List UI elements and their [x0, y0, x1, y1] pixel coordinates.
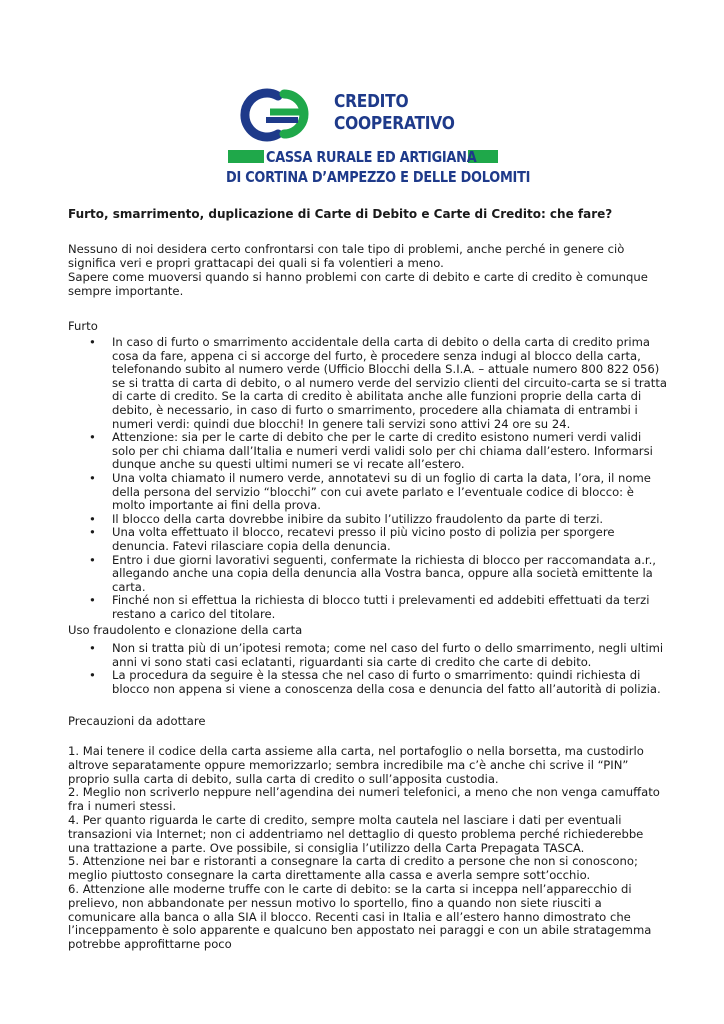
- list-item: • Una volta chiamato il numero verde, annotatevi su di un foglio di carta la data, l’ora, il nome della persona del servizio “blocchi” con cui avete parlato e l’eventuale codice di blocco: è molto importante ai fini della prova.: [89, 470, 651, 513]
- list-item: 5. Attenzione nei bar e ristoranti a consegnare la carta di credito a persone che non si conoscono; meglio piuttosto consegnare la carta direttamente alla cassa e averla sempre sott’occhio.: [68, 854, 638, 883]
- intro-paragraph-2: Sapere come muoversi quando si hanno problemi con carte di debito e carte di credito è comunque sempre importante.: [68, 270, 648, 298]
- uso-fraudolento-list: [68, 642, 668, 696]
- bullet-icon: •: [89, 525, 96, 540]
- list-item: • Il blocco della carta dovrebbe inibire da subito l’utilizzo fraudolento da parte di terzi.: [89, 511, 604, 526]
- list-item: • Finché non si effettua la richiesta di blocco tutti i prelevamenti ed addebiti effettuati da terzi restano a carico del titolare.: [89, 593, 650, 621]
- brand-name-line-2: COOPERATIVO: [334, 113, 455, 134]
- furto-list: [68, 336, 668, 621]
- section-heading-furto: Furto: [68, 319, 98, 333]
- bullet-icon: •: [89, 511, 96, 526]
- brand-name-line-1: CREDITO: [334, 91, 409, 112]
- bank-logo: [226, 86, 531, 190]
- list-item: • Non si tratta più di un’ipotesi remota; come nel caso del furto o dello smarrimento, negli ultimi anni vi sono stati casi eclatanti, riguardanti sia carte di credito che carte di debito.: [89, 641, 664, 669]
- credito-cooperativo-emblem-icon: [226, 86, 330, 148]
- list-item: • Entro i due giorni lavorativi seguenti, confermate la richiesta di blocco per raccomandata a.r., allegando anche una copia della denuncia alla Vostra banca, oppure alla società emittente la carta.: [89, 552, 656, 594]
- bullet-icon: •: [89, 593, 96, 608]
- list-item: 2. Meglio non scriverlo neppure nell’agendina dei numeri telefonici, a meno che non venga camuffato fra i numeri stessi.: [68, 785, 660, 814]
- list-item: • Attenzione: sia per le carte di debito che per le carte di credito esistono numeri verdi validi solo per chi chiama dall’Italia e numeri verdi validi solo per chi chiama dall’estero. Informarsi dunque anche su questi ultimi numeri se vi recate all’estero.: [89, 430, 653, 472]
- section-heading-precauzioni: Precauzioni da adottare: [68, 714, 206, 728]
- list-item: 6. Attenzione alle moderne truffe con le carte di debito: se la carta si inceppa nell’apparecchio di prelievo, non abbandonate per nessun motivo lo sportello, fino a quando non siete riusciti a comunicare alla banca o alla SIA il blocco. Recenti casi in Italia e all’estero hanno dimostrato che l’inceppamento è solo apparente e qualcuno ben appostato nei paraggi e con un abile stratagemma potrebbe approfittarne poco: [68, 881, 652, 952]
- document-title: Furto, smarrimento, duplicazione di Carte di Debito e Carte di Credito: che fare?: [68, 207, 613, 221]
- bank-subtitle-line-2: DI CORTINA D’AMPEZZO E DELLE DOLOMITI: [226, 168, 531, 186]
- bullet-icon: •: [89, 668, 96, 683]
- list-item: 4. Per quanto riguarda le carte di credito, sempre molta cautela nel lasciare i dati per eventuali transazioni via Internet; non ci addentriamo nel dettaglio di questo problema perché richiederebbe una trattazione a parte. Ove possibile, si consiglia l’utilizzo della Carta Prepagata TASCA.: [68, 812, 644, 855]
- bullet-icon: •: [89, 470, 96, 485]
- intro-paragraph-1: Nessuno di noi desidera certo confrontarsi con tale tipo di problemi, anche perché in genere ciò significa veri e propri grattacapi dei quali si fa volentieri a meno.: [68, 242, 625, 270]
- bullet-icon: •: [89, 641, 96, 655]
- list-item: • In caso di furto o smarrimento accidentale della carta di debito o della carta di credito prima cosa da fare, appena ci si accorge del furto, è procedere senza indugi al blocco della carta, telefonando subito al numero verde (Ufficio Blocchi della S.I.A. – attuale numero 800 822 056) se si tratta di carta di debito, o al numero verde del servizio clienti del circuito-carta se si tratta di carte di credito. Se la carta di credito è abilitata anche alle funzioni proprie della carta di debito, è necessario, in caso di furto o smarrimento, procedere alla chiamata di entrambi i numeri verdi: quindi due blocchi! In genere tali servizi sono attivi 24 ore su 24.: [89, 335, 667, 431]
- bullet-icon: •: [89, 335, 96, 349]
- logo-green-bar-left: [228, 150, 264, 163]
- list-item: • La procedura da seguire è la stessa che nel caso di furto o smarrimento: quindi richiesta di blocco non appena si viene a conoscenza della cosa e denuncia del fatto all’autorità di polizia.: [89, 668, 661, 696]
- section-heading-uso-fraudolento: Uso fraudolento e clonazione della carta: [68, 623, 303, 637]
- bullet-icon: •: [89, 430, 96, 445]
- bank-subtitle-line-1: CASSA RURALE ED ARTIGIANA: [266, 148, 477, 166]
- list-item: 1. Mai tenere il codice della carta assieme alla carta, nel portafoglio o nella borsetta, ma custodirlo altrove separatamente oppure memorizzarlo; sembra incredibile ma c’è anche chi scrive il “PIN” proprio sulla carta di debito, sulla carta di credito o sull’apposita custodia.: [68, 744, 644, 786]
- precauzioni-list: [68, 745, 668, 952]
- bullet-icon: •: [89, 552, 96, 567]
- list-item: • Una volta effettuato il blocco, recatevi presso il più vicino posto di polizia per sporgere denuncia. Fatevi rilasciare copia della denuncia.: [89, 525, 615, 553]
